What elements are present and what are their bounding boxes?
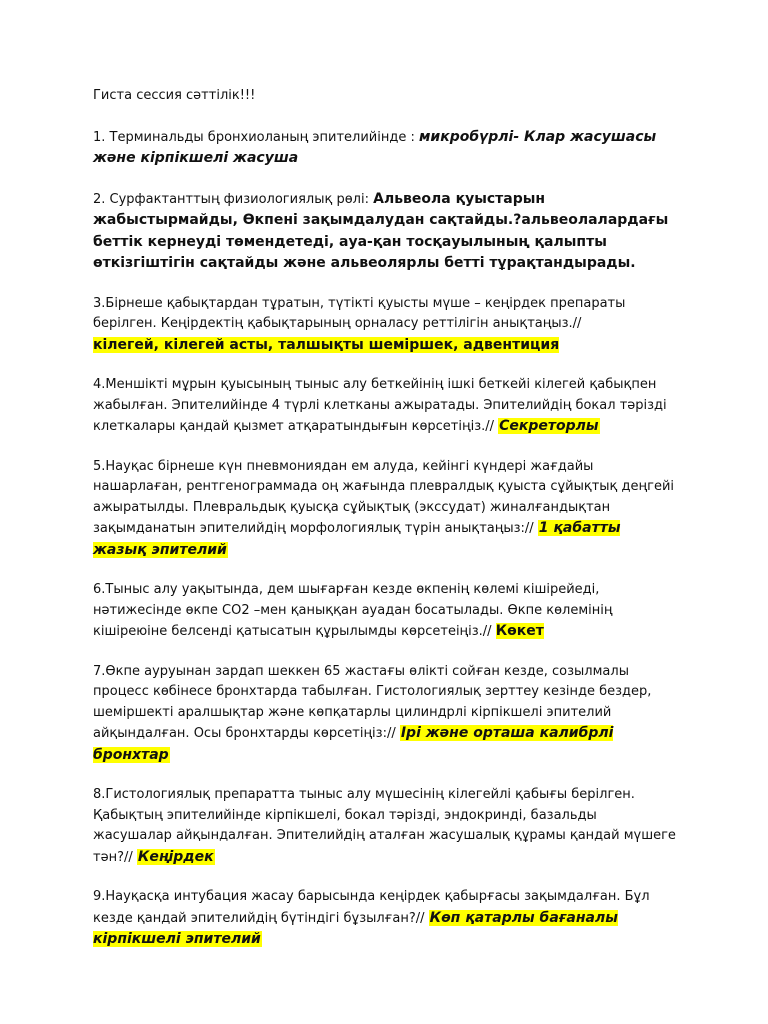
answer-8: Кеңірдек bbox=[137, 848, 214, 865]
question-3 bbox=[93, 294, 677, 357]
question-5-text: 5.Науқас бірнеше күн пневмониядан ем алуда, кейінгі күндері жағдайы нашарлаған, рентгенограммада оң жағында плевралдық қуыста сұйықтық деңгейі ажыратылды. Плевральдық қуысқа сұйықтық (экссудат) жиналғандықтан зақымданатын эпителийдің морфологиялық түрін анықтаңыз:// bbox=[93, 458, 675, 536]
document-page bbox=[93, 86, 677, 951]
answer-3: кілегей, кілегей асты, талшықты шеміршек, адвентиция bbox=[93, 336, 560, 353]
question-6 bbox=[93, 580, 677, 643]
question-4-text: 4.Меншікті мұрын қуысының тыныс алу беткейінің ішкі беткейі кілегей қабықпен жабылған. Эпителийінде 4 түрлі клетканы ажыратады. Эпителийдің бокал тәрізді клеткалары қандай қызмет атқаратындығын көрсетіңіз.// bbox=[93, 377, 667, 434]
question-2-text: 2. Сурфактанттың физиологиялық рөлі: bbox=[93, 191, 374, 207]
question-9 bbox=[93, 887, 677, 951]
answer-6: Көкет bbox=[495, 623, 544, 639]
question-5 bbox=[93, 457, 677, 562]
question-4 bbox=[93, 375, 677, 438]
answer-9: Көп қатарлы бағаналы кірпікшелі эпителий bbox=[93, 909, 618, 947]
document-title: Гиста сессия сәттілік!!! bbox=[93, 88, 256, 103]
question-8-text: 8.Гистологиялық препаратта тыныс алу мүшесінің кілегейлі қабығы берілген. Қабықтың эпителийінде кірпікшелі, бокал тәрізді, эндокринді, базальды жасушалар айқындалған. Эпителийдің аталған жасушалық құрамы қандай мүшеге тән?// bbox=[93, 787, 676, 865]
question-1-text: 1. Терминальды бронхиоланың эпителийінде : bbox=[93, 129, 419, 145]
answer-7: Ірі және орташа калибрлі бронхтар bbox=[93, 725, 614, 763]
question-7 bbox=[93, 662, 677, 767]
question-2 bbox=[93, 189, 677, 275]
answer-2: Альвеола қуыстарын жабыстырмайды, Өкпені зақымдалудан сақтайды.?альвеолалардағы беттік кернеуді төмендетеді, ауа-қан тосқауылының қалыпты өткізгіштігін сақтайды және альвеолярлы бетті тұрақтандырады. bbox=[93, 190, 669, 271]
question-3-text: 3.Бірнеше қабықтардан тұратын, түтікті қуысты мүше – кеңірдек препараты берілген. Кеңірдектің қабықтарының орналасу реттілігін анықтаңыз.// bbox=[93, 295, 626, 331]
question-8 bbox=[93, 785, 677, 868]
question-9-text: 9.Науқасқа интубация жасау барысында кеңірдек қабырғасы зақымдалған. Бұл кезде қандай эпителийдің бүтіндігі бұзылған?// bbox=[93, 889, 650, 926]
question-7-text: 7.Өкпе ауруынан зардап шеккен 65 жастағы өлікті сойған кезде, созылмалы процесс көбінесе бронхтарда табылған. Гистологиялық зерттеу кезінде бездер, шеміршекті аралшықтар және көпқатарлы цилиндрлі кірпікшелі эпителий айқындалған. Осы бронхтарды көрсетіңіз:// bbox=[93, 663, 652, 741]
answer-5: 1 қабатты жазық эпителий bbox=[93, 520, 621, 558]
answer-1: микробүрлі- Клар жасушасы және кірпікшелі жасуша bbox=[93, 128, 657, 166]
question-1 bbox=[93, 127, 677, 170]
question-6-text: 6.Тыныс алу уақытында, дем шығарған кезде өкпенің көлемі кішірейеді, нәтижесінде өкпе СО2 –мен қаныққан ауадан босатылады. Өкпе көлемінің кішіреюіне белсенді қатысатын құрылымды көрсетеіңіз.// bbox=[93, 582, 613, 639]
answer-4: Секреторлы bbox=[499, 418, 599, 434]
